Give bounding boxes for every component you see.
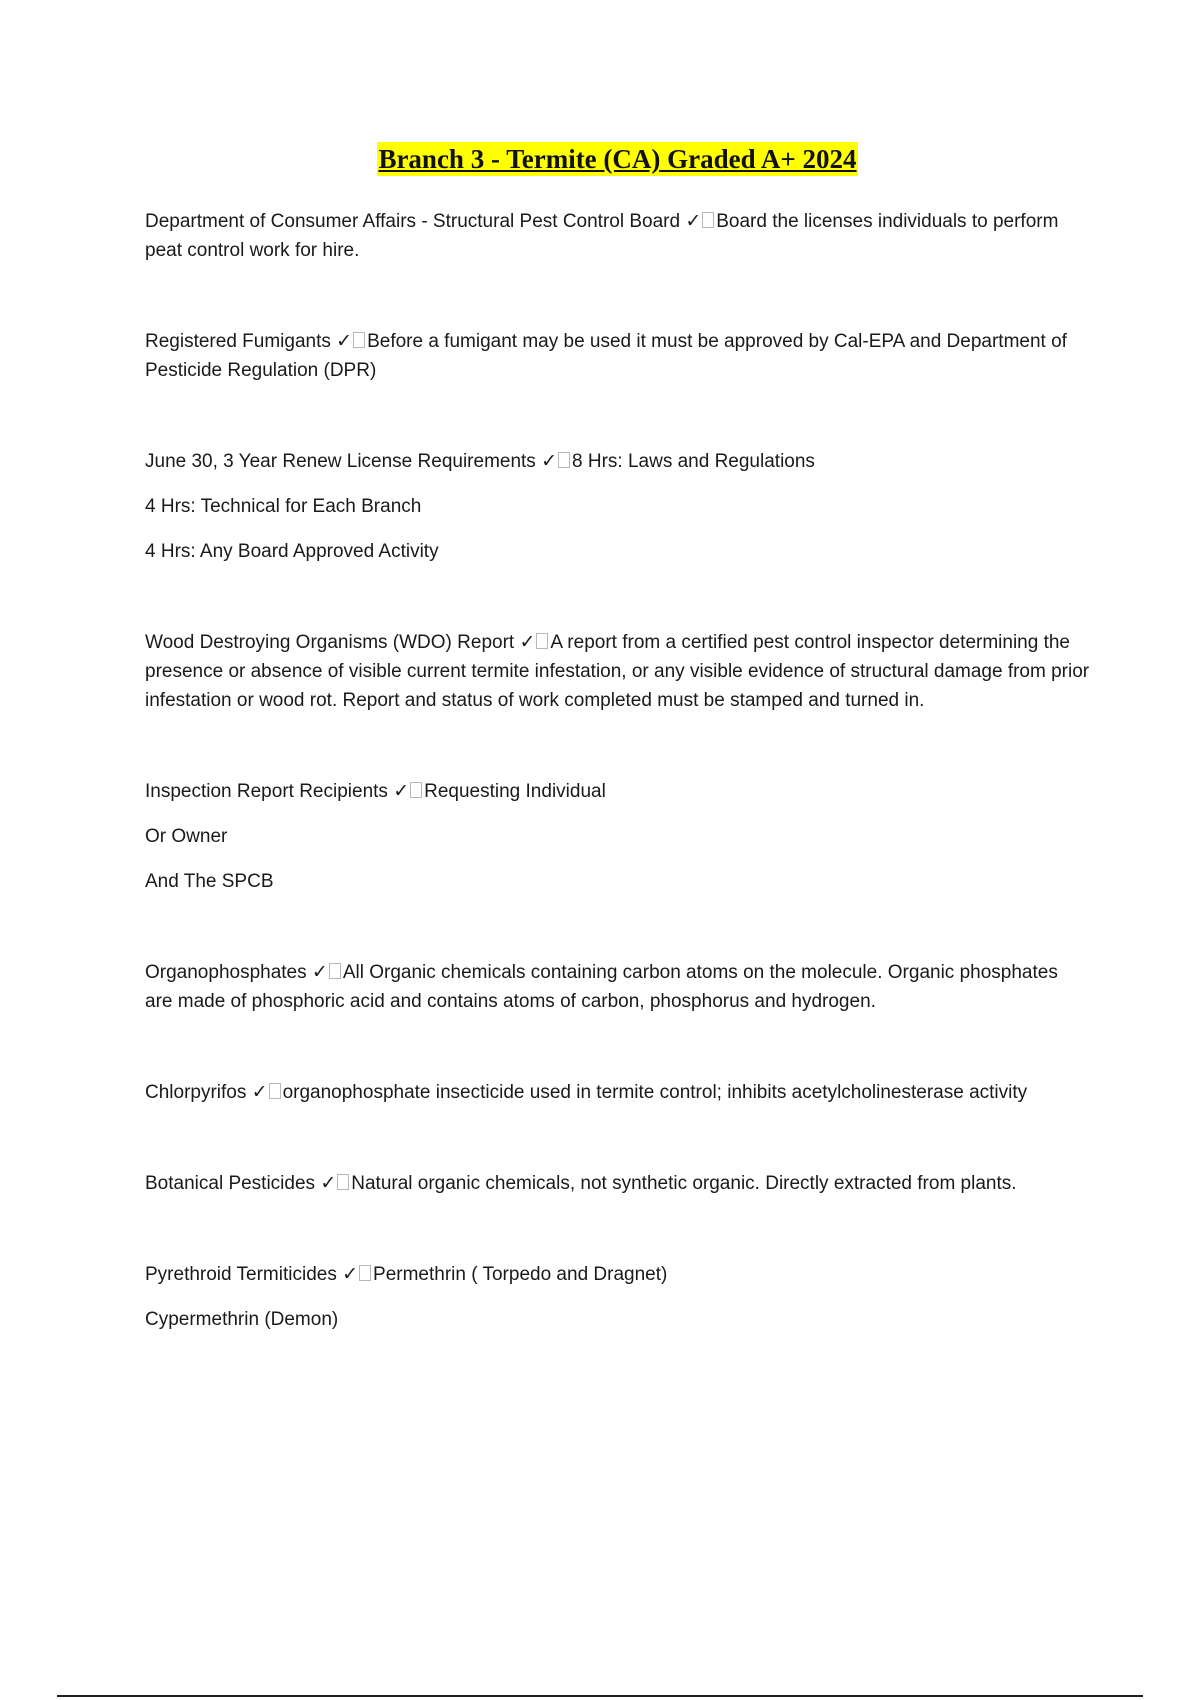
entry-definition: Natural organic chemicals, not synthetic organic. Directly extracted from plants.: [351, 1173, 1017, 1194]
missing-glyph-box-icon: [536, 633, 548, 649]
entry-extra-line: 4 Hrs: Technical for Each Branch: [145, 496, 422, 517]
missing-glyph-box-icon: [337, 1174, 349, 1190]
missing-glyph-box-icon: [359, 1265, 371, 1281]
entry-definition: A report from a certified pest control inspector determining the presence or absence of visible current termite infestation, or any visible evidence of structural damage from prior infestation or wood rot. Report and status of work completed must be stamped and turned in.: [145, 632, 1090, 711]
title-container: [0, 142, 1200, 176]
entry-term: Department of Consumer Affairs - Structural Pest Control Board: [145, 211, 681, 232]
entry-term: Botanical Pesticides: [145, 1173, 316, 1194]
flashcard-entry: [145, 1078, 1090, 1107]
entry-term: June 30, 3 Year Renew License Requirements: [145, 451, 536, 472]
check-mark-icon: ✓: [685, 210, 702, 232]
flashcard-entry: [145, 1169, 1090, 1198]
document-title: Branch 3 - Termite (CA) Graded A+ 2024: [378, 144, 857, 174]
entry-term: Pyrethroid Termiticides: [145, 1264, 337, 1285]
flashcard-entry: [145, 777, 1090, 896]
check-mark-icon: ✓: [320, 1172, 337, 1194]
entry-definition: Permethrin ( Torpedo and Dragnet): [373, 1264, 668, 1285]
entry-line: [145, 1078, 1090, 1107]
document-body: [145, 207, 1090, 1396]
check-mark-icon: ✓: [541, 450, 558, 472]
entry-term: Organophosphates: [145, 962, 307, 983]
entry-definition: Board the licenses individuals to perform peat control work for hire.: [145, 211, 1059, 261]
entry-line: [145, 777, 1090, 806]
entry-line: [145, 628, 1090, 715]
check-mark-icon: ✓: [251, 1081, 268, 1103]
entry-definition: All Organic chemicals containing carbon atoms on the molecule. Organic phosphates are made of phosphoric acid and contains atoms of carbon, phosphorus and hydrogen.: [145, 962, 1058, 1012]
flashcard-entry: [145, 447, 1090, 566]
entry-term: Registered Fumigants: [145, 331, 331, 352]
flashcard-entry: [145, 327, 1090, 385]
flashcard-entry: [145, 958, 1090, 1016]
check-mark-icon: ✓: [393, 780, 410, 802]
entry-extra-line: Or Owner: [145, 826, 228, 847]
entry-term: Wood Destroying Organisms (WDO) Report: [145, 632, 515, 653]
missing-glyph-box-icon: [558, 452, 570, 468]
entry-extra-line: 4 Hrs: Any Board Approved Activity: [145, 541, 439, 562]
missing-glyph-box-icon: [269, 1083, 281, 1099]
check-mark-icon: ✓: [519, 631, 536, 653]
missing-glyph-box-icon: [353, 332, 365, 348]
entry-line: [145, 1169, 1090, 1198]
missing-glyph-box-icon: [702, 212, 714, 228]
entry-line: [145, 447, 1090, 476]
check-mark-icon: ✓: [336, 330, 353, 352]
missing-glyph-box-icon: [329, 963, 341, 979]
entry-line: [145, 958, 1090, 1016]
entry-extra-line: And The SPCB: [145, 871, 274, 892]
entry-definition: Before a fumigant may be used it must be approved by Cal-EPA and Department of Pesticide Regulation (DPR): [145, 331, 1067, 381]
flashcard-entry: [145, 207, 1090, 265]
entry-definition: 8 Hrs: Laws and Regulations: [572, 451, 815, 472]
check-mark-icon: ✓: [311, 961, 328, 983]
entry-term: Inspection Report Recipients: [145, 781, 388, 802]
entry-definition: Requesting Individual: [424, 781, 606, 802]
entry-line: [145, 327, 1090, 385]
footer-divider: [57, 1695, 1143, 1697]
check-mark-icon: ✓: [342, 1263, 359, 1285]
missing-glyph-box-icon: [410, 782, 422, 798]
flashcard-entry: [145, 1260, 1090, 1334]
entry-line: [145, 1260, 1090, 1289]
entry-definition: organophosphate insecticide used in termite control; inhibits acetylcholinesterase activity: [282, 1082, 1028, 1103]
entry-term: Chlorpyrifos: [145, 1082, 247, 1103]
entry-extra-line: Cypermethrin (Demon): [145, 1309, 339, 1330]
entry-line: [145, 207, 1090, 265]
flashcard-entry: [145, 628, 1090, 715]
